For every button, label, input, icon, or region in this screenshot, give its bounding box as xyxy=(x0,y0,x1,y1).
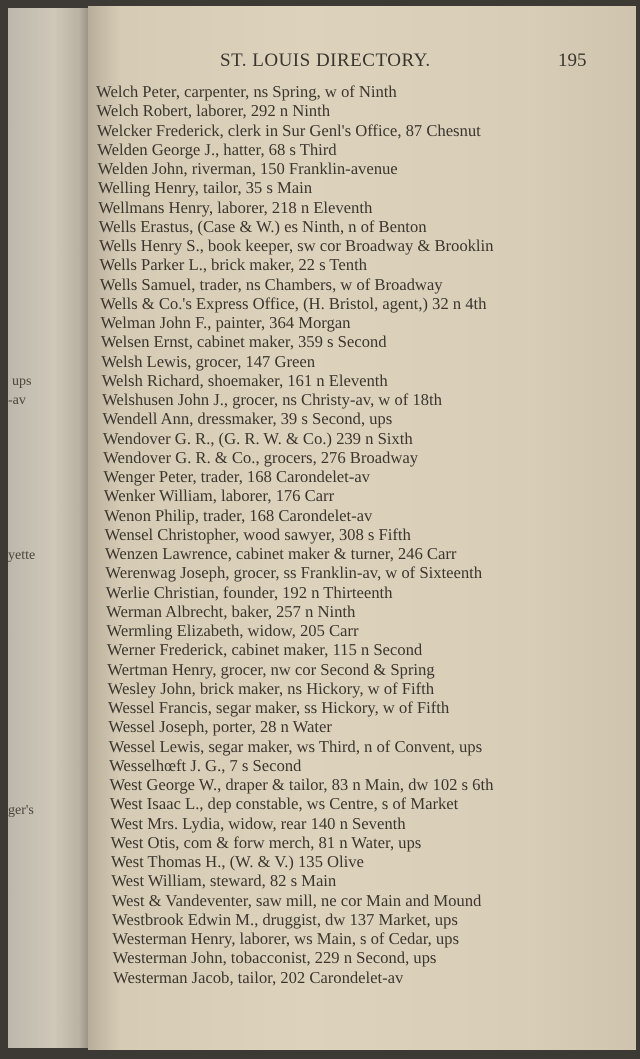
directory-entry: Wenker William, laborer, 176 Carr xyxy=(103,486,335,506)
directory-entry: Welling Henry, tailor, 35 s Main xyxy=(97,178,313,198)
page-number: 195 xyxy=(558,50,587,71)
directory-entry: Wenger Peter, trader, 168 Carondelet-av xyxy=(103,467,371,486)
directory-entry: Wendover G. R. & Co., grocers, 276 Broadway xyxy=(103,447,419,467)
directory-entry: Westerman Jacob, tailor, 202 Carondelet-av xyxy=(113,967,404,987)
directory-entry: Wells Erastus, (Case & W.) es Ninth, n of Benton xyxy=(98,216,427,236)
directory-entry: Westerman John, tobacconist, 229 n Second, ups xyxy=(112,948,437,968)
directory-entry: Wesley John, brick maker, ns Hickory, w of Fifth xyxy=(107,678,435,698)
directory-entry: Wells Samuel, trader, ns Chambers, w of Broadway xyxy=(99,274,443,294)
directory-entry: Welch Peter, carpenter, ns Spring, w of Ninth xyxy=(96,82,397,101)
directory-entry: Wendover G. R., (G. R. W. & Co.) 239 n Sixth xyxy=(102,428,413,448)
directory-entry: West Mrs. Lydia, widow, rear 140 n Seventh xyxy=(110,813,406,833)
directory-entry: West & Vandeventer, saw mill, ne cor Main and Mound xyxy=(111,890,482,910)
directory-entry: Wells & Co.'s Express Office, (H. Bristol, agent,) 32 n 4th xyxy=(100,293,487,313)
directory-entry: Welsh Richard, shoemaker, 161 n Eleventh xyxy=(101,370,388,390)
directory-entry: Westerman Henry, laborer, ws Main, s of Cedar, ups xyxy=(112,929,460,948)
left-margin-fragment: ger's xyxy=(8,803,34,818)
directory-entry: Werlie Christian, founder, 192 n Thirteenth xyxy=(105,582,393,602)
left-margin-fragment: -av xyxy=(8,393,26,408)
directory-entry: Welman John F., painter, 364 Morgan xyxy=(100,313,351,332)
directory-entry: Werner Frederick, cabinet maker, 115 n Second xyxy=(106,640,423,660)
directory-entry: Werenwag Joseph, grocer, ss Franklin-av, w of Sixteenth xyxy=(105,563,483,583)
directory-entries xyxy=(96,82,640,987)
left-page xyxy=(8,8,92,1048)
directory-entry: West Isaac L., dep constable, ws Centre, s of Market xyxy=(109,794,459,814)
directory-entry: Wertman Henry, grocer, nw cor Second & Spring xyxy=(107,659,435,679)
directory-entry: Wenon Philip, trader, 168 Carondelet-av xyxy=(104,505,373,525)
directory-entry: Wessel Joseph, porter, 28 n Water xyxy=(108,717,333,737)
directory-entry: West William, steward, 82 s Main xyxy=(111,871,337,891)
page-title: ST. LOUIS DIRECTORY. xyxy=(220,50,431,71)
directory-entry: West Thomas H., (W. & V.) 135 Olive xyxy=(110,852,365,871)
directory-entry: Welsen Ernst, cabinet maker, 359 s Second xyxy=(100,332,387,352)
directory-entry: West Otis, com & forw merch, 81 n Water, ups xyxy=(110,832,422,852)
directory-entry: Welsh Lewis, grocer, 147 Green xyxy=(101,351,316,371)
directory-entry: Wellmans Henry, laborer, 218 n Eleventh xyxy=(98,197,373,217)
directory-entry: Welden John, riverman, 150 Franklin-avenue xyxy=(97,159,398,178)
directory-entry: Welcker Frederick, clerk in Sur Genl's Office, 87 Chesnut xyxy=(96,120,481,140)
directory-entry: Wells Henry S., book keeper, sw cor Broadway & Brooklin xyxy=(98,236,494,255)
left-margin-fragment: ups xyxy=(12,374,32,389)
left-margin-fragment: yette xyxy=(8,548,36,563)
directory-entry: Wesselhœft J. G., 7 s Second xyxy=(108,755,302,775)
directory-entry: Wenzen Lawrence, cabinet maker & turner, 246 Carr xyxy=(104,544,457,563)
directory-entry: Wendell Ann, dressmaker, 39 s Second, ups xyxy=(102,409,393,429)
directory-entry: Welshusen John J., grocer, ns Christy-av, w of 18th xyxy=(101,390,443,409)
directory-entry: Werman Albrecht, baker, 257 n Ninth xyxy=(105,601,356,621)
page-header xyxy=(88,50,636,74)
directory-entry: Wessel Francis, segar maker, ss Hickory, w of Fifth xyxy=(107,698,450,717)
directory-entry: Welch Robert, laborer, 292 n Ninth xyxy=(96,101,331,121)
directory-entry: Westbrook Edwin M., druggist, dw 137 Market, ups xyxy=(111,909,458,929)
directory-entry: Wells Parker L., brick maker, 22 s Tenth xyxy=(99,255,368,275)
directory-entry: Wensel Christopher, wood sawyer, 308 s Fifth xyxy=(104,524,411,544)
directory-entry: West George W., draper & tailor, 83 n Main, dw 102 s 6th xyxy=(109,775,494,794)
directory-entry: Welden George J., hatter, 68 s Third xyxy=(97,139,337,159)
directory-page xyxy=(88,6,636,1050)
directory-entry: Wermling Elizabeth, widow, 205 Carr xyxy=(106,621,359,640)
directory-entry: Wessel Lewis, segar maker, ws Third, n of Convent, ups xyxy=(108,736,483,756)
